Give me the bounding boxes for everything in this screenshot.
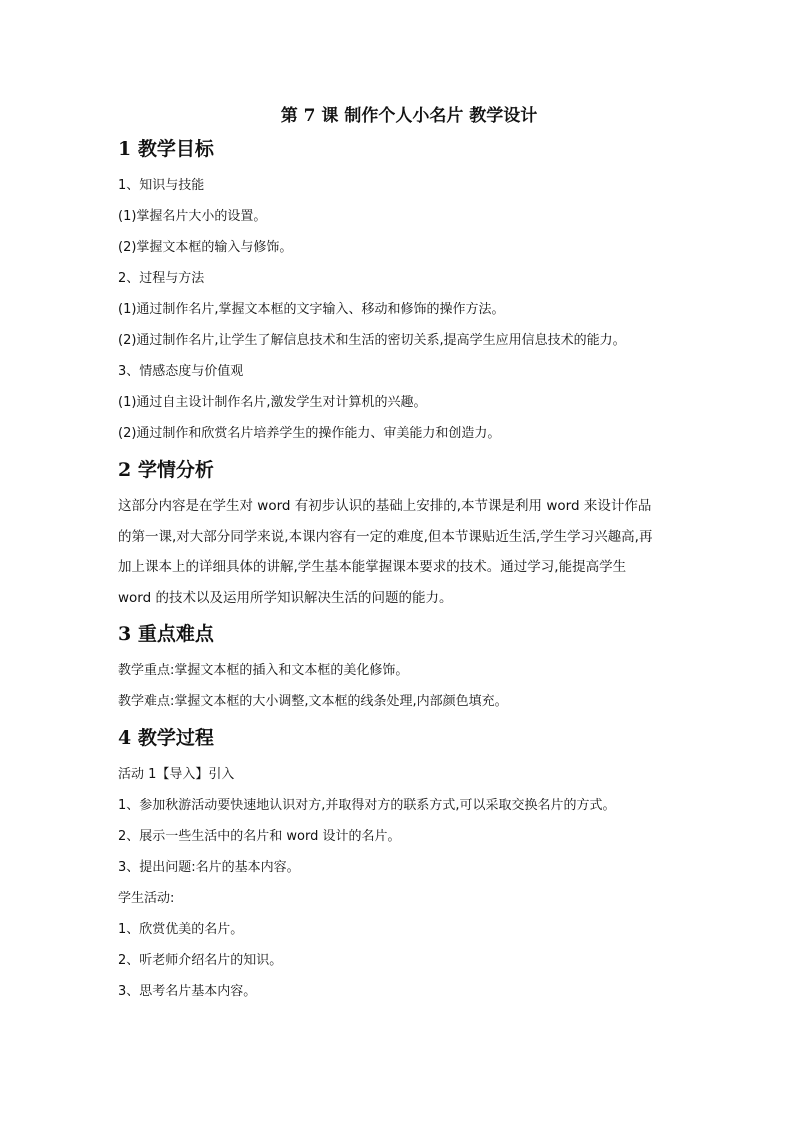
paragraph: 1、欣赏优美的名片。 [118, 922, 244, 937]
section-heading: 2 学情分析 [118, 459, 214, 481]
paragraph: (2)掌握文本框的输入与修饰。 [118, 240, 293, 255]
section-teaching-objectives [118, 136, 678, 449]
section-body [118, 170, 678, 449]
document-content [118, 104, 678, 1007]
section-teaching-process [118, 725, 678, 1007]
section-heading: 4 教学过程 [118, 727, 214, 749]
paragraph: 教学难点:掌握文本框的大小调整,文本框的线条处理,内部颜色填充。 [118, 694, 508, 709]
section-heading: 1 教学目标 [118, 138, 214, 160]
section-heading: 3 重点难点 [118, 623, 214, 645]
analysis-paragraph [118, 491, 678, 613]
paragraph: (2)通过制作名片,让学生了解信息技术和生活的密切关系,提高学生应用信息技术的能力。 [118, 333, 626, 348]
paragraph: 学生活动: [118, 891, 175, 906]
paragraph-line: 加上课本上的详细具体的讲解,学生基本能掌握课本要求的技术。通过学习,能提高学生 [118, 559, 627, 575]
section-student-analysis [118, 457, 678, 613]
paragraph: 2、听老师介绍名片的知识。 [118, 953, 283, 968]
paragraph: (1)掌握名片大小的设置。 [118, 209, 267, 224]
paragraph: (1)通过自主设计制作名片,激发学生对计算机的兴趣。 [118, 395, 427, 410]
paragraph: 3、思考名片基本内容。 [118, 984, 257, 999]
paragraph: 活动 1【导入】引入 [118, 767, 235, 782]
paragraph-line: 这部分内容是在学生对 word 有初步认识的基础上安排的,本节课是利用 word 来设计作品 [118, 498, 652, 514]
document-title: 第 7 课 制作个人小名片 教学设计 [280, 106, 538, 126]
paragraph: 1、参加秋游活动要快速地认识对方,并取得对方的联系方式,可以采取交换名片的方式。 [118, 798, 616, 813]
section-body [118, 759, 678, 1007]
paragraph: 2、展示一些生活中的名片和 word 设计的名片。 [118, 829, 401, 844]
paragraph-line: 的第一课,对大部分同学来说,本课内容有一定的难度,但本节课贴近生活,学生学习兴趣高,再 [118, 528, 653, 545]
section-key-points [118, 621, 678, 717]
paragraph-line: word 的技术以及运用所学知识解决生活的问题的能力。 [118, 589, 453, 606]
paragraph: 3、提出问题:名片的基本内容。 [118, 860, 300, 875]
paragraph: 教学重点:掌握文本框的插入和文本框的美化修饰。 [118, 663, 409, 678]
paragraph: 3、情感态度与价值观 [118, 364, 244, 379]
paragraph: (2)通过制作和欣赏名片培养学生的操作能力、审美能力和创造力。 [118, 426, 501, 441]
paragraph: (1)通过制作名片,掌握文本框的文字输入、移动和修饰的操作方法。 [118, 302, 505, 317]
section-body [118, 655, 678, 717]
paragraph: 2、过程与方法 [118, 271, 205, 286]
paragraph: 1、知识与技能 [118, 178, 205, 193]
